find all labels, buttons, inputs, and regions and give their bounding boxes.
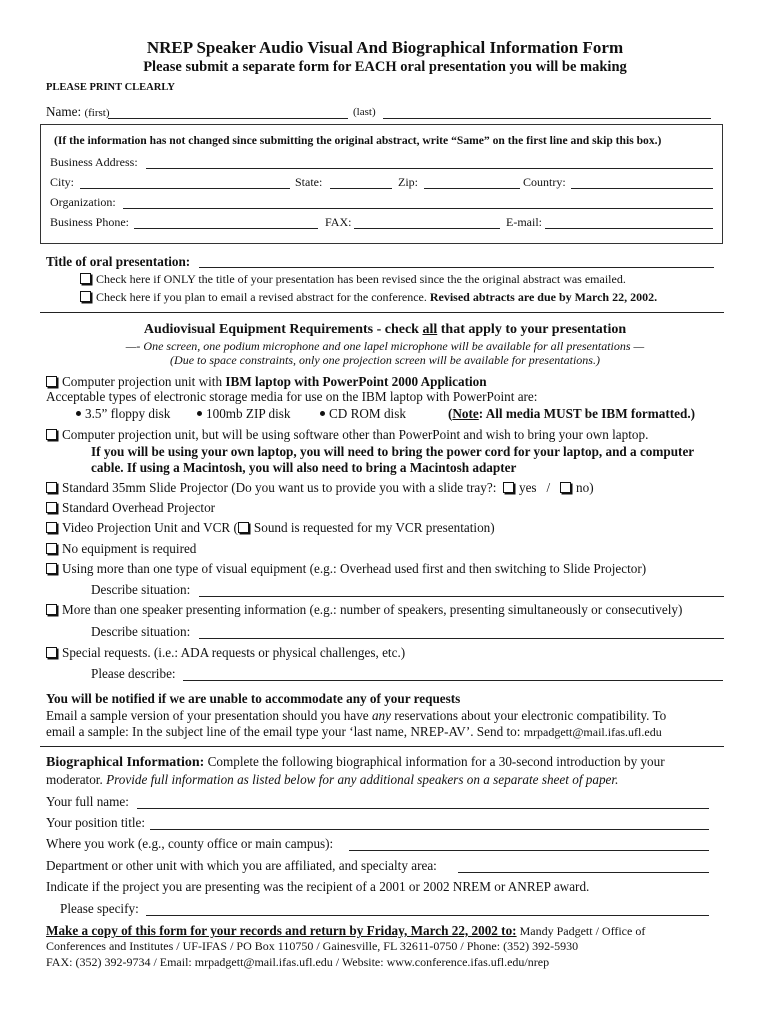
city-field[interactable] bbox=[80, 188, 290, 189]
footer-address: Conferences and Institutes / UF-IFAS / PO Box 110750 / Gainesville, FL 32611-0750 / Phone: (352) 392-5930 bbox=[46, 939, 579, 953]
media-floppy bbox=[76, 406, 170, 422]
slide-projector-option[interactable] bbox=[46, 480, 594, 496]
presentation-title-field[interactable] bbox=[199, 267, 714, 268]
slide-tray-no: no) bbox=[576, 480, 594, 495]
multiple-speakers-checkbox[interactable] bbox=[46, 604, 57, 615]
business-phone-field[interactable] bbox=[134, 228, 318, 229]
bio-intro-line-2 bbox=[46, 772, 618, 788]
multiple-equipment-text: Using more than one type of visual equipment (e.g.: Overhead used first and then switching to Slide Projector) bbox=[62, 561, 647, 576]
media-floppy-text: 3.5” floppy disk bbox=[85, 406, 171, 421]
country-label: Country: bbox=[523, 175, 566, 189]
name-label bbox=[46, 104, 110, 120]
media-intro: Acceptable types of electronic storage media for use on the IBM laptop with PowerPoint are: bbox=[46, 389, 538, 404]
title-revised-checkbox-row[interactable] bbox=[80, 272, 626, 287]
own-laptop-note-2: cable. If using a Macintosh, you will also need to bring a Macintosh adapter bbox=[91, 460, 517, 475]
own-laptop-text: Computer projection unit, but will be using software other than PowerPoint and wish to bring your own laptop. bbox=[62, 427, 649, 442]
media-zip bbox=[197, 406, 291, 422]
slide-projector-checkbox[interactable] bbox=[46, 482, 57, 493]
work-label: Where you work (e.g., county office or main campus): bbox=[46, 836, 334, 851]
email-label: E-mail: bbox=[506, 215, 542, 229]
overhead-projector-checkbox[interactable] bbox=[46, 502, 57, 513]
slide-tray-yes: yes bbox=[518, 480, 537, 495]
media-note bbox=[448, 406, 695, 422]
first-name-field[interactable] bbox=[108, 118, 348, 119]
state-field[interactable] bbox=[330, 188, 392, 189]
page-title: NREP Speaker Audio Visual And Biographical Information Form bbox=[146, 38, 624, 57]
own-laptop-note-1: If you will be using your own laptop, you will need to bring the power cord for your laptop, and a computer bbox=[91, 444, 695, 459]
no-equipment-option[interactable] bbox=[46, 541, 196, 557]
country-field[interactable] bbox=[571, 188, 713, 189]
contact-note: (If the information has not changed since submitting the original abstract, write “Same” on the first line and skip this box.) bbox=[54, 134, 662, 147]
av-note-1: —- One screen, one podium microphone and one lapel microphone will be available for all presentations — bbox=[125, 339, 645, 353]
title-revised-checkbox[interactable] bbox=[80, 273, 91, 284]
special-requests-option[interactable] bbox=[46, 645, 405, 661]
video-vcr-checkbox[interactable] bbox=[46, 522, 57, 533]
zip-field[interactable] bbox=[424, 188, 520, 189]
multiple-speakers-option[interactable] bbox=[46, 602, 682, 618]
position-label: Your position title: bbox=[46, 815, 146, 830]
slide-projector-text: Standard 35mm Slide Projector (Do you want us to provide you with a slide tray?: bbox=[62, 480, 497, 495]
bullet-icon bbox=[76, 411, 81, 416]
please-describe-label: Please describe: bbox=[91, 666, 176, 681]
special-requests-text: Special requests. (i.e.: ADA requests or physical challenges, etc.) bbox=[62, 645, 406, 660]
full-name-label: Your full name: bbox=[46, 794, 129, 809]
notify-text: You will be notified if we are unable to accommodate any of your requests bbox=[46, 691, 461, 706]
footer-contact: FAX: (352) 392-9734 / Email: mrpadgett@mail.ifas.ufl.edu / Website: www.conference.ifas.ufl.edu/nrep bbox=[46, 955, 550, 969]
overhead-projector-text: Standard Overhead Projector bbox=[62, 500, 216, 515]
own-laptop-option[interactable] bbox=[46, 427, 648, 443]
ibm-laptop-text: Computer projection unit with bbox=[62, 374, 226, 389]
ibm-laptop-option[interactable] bbox=[46, 374, 487, 390]
return-rest: Mandy Padgett / Office of bbox=[516, 924, 646, 938]
full-name-field[interactable] bbox=[137, 808, 709, 809]
business-address-label: Business Address: bbox=[50, 155, 138, 169]
media-cd-text: CD ROM disk bbox=[329, 406, 406, 421]
media-note-open: ( bbox=[448, 406, 453, 421]
bio-intro-1: Complete the following biographical information for a 30-second introduction by your bbox=[207, 754, 665, 769]
email-field[interactable] bbox=[545, 228, 713, 229]
page-subtitle: Please submit a separate form for EACH oral presentation you will be making bbox=[143, 59, 627, 75]
av-heading-all: all bbox=[422, 322, 438, 337]
email-sample-post: reservations about your electronic compatibility. To bbox=[391, 708, 667, 723]
position-field[interactable] bbox=[150, 829, 709, 830]
media-zip-text: 100mb ZIP disk bbox=[206, 406, 291, 421]
own-laptop-checkbox[interactable] bbox=[46, 429, 57, 440]
media-cd bbox=[320, 406, 406, 422]
av-heading-pre: Audiovisual Equipment Requirements - check bbox=[143, 322, 423, 337]
bio-intro-2-italic: Provide full information as listed below for any additional speakers on a separate sheet of paper. bbox=[106, 772, 619, 787]
multiple-speakers-text: More than one speaker presenting information (e.g.: number of speakers, presenting simultaneously or consecutively) bbox=[62, 602, 683, 617]
ibm-laptop-bold: IBM laptop with PowerPoint 2000 Application bbox=[225, 374, 487, 389]
video-vcr-text: Video Projection Unit and VCR ( bbox=[62, 520, 238, 535]
revised-abstract-checkbox[interactable] bbox=[80, 291, 91, 302]
first-name-hint: (first) bbox=[84, 107, 110, 119]
special-requests-checkbox[interactable] bbox=[46, 647, 57, 658]
email-sample-address[interactable]: mrpadgett@mail.ifas.ufl.edu bbox=[523, 725, 662, 739]
slide-tray-no-checkbox[interactable] bbox=[560, 482, 571, 493]
fax-field[interactable] bbox=[354, 228, 500, 229]
section-divider bbox=[40, 312, 724, 313]
zip-label: Zip: bbox=[398, 175, 418, 189]
business-address-field[interactable] bbox=[146, 168, 713, 169]
specify-field[interactable] bbox=[146, 915, 709, 916]
last-name-field[interactable] bbox=[383, 118, 711, 119]
section-divider-2 bbox=[40, 746, 724, 747]
bio-heading: Biographical Information: bbox=[46, 755, 205, 770]
business-phone-label: Business Phone: bbox=[50, 215, 130, 229]
department-field[interactable] bbox=[458, 872, 709, 873]
bullet-icon bbox=[320, 411, 325, 416]
name-text: Name: bbox=[46, 104, 82, 119]
media-note-text: : All media MUST be IBM formatted.) bbox=[478, 406, 696, 421]
bio-intro-2-pre: moderator. bbox=[46, 772, 107, 787]
city-label: City: bbox=[50, 175, 75, 189]
describe-situation-field[interactable] bbox=[199, 596, 724, 597]
no-equipment-text: No equipment is required bbox=[62, 541, 197, 556]
video-vcr-option[interactable] bbox=[46, 520, 495, 536]
av-heading bbox=[0, 322, 770, 338]
email-sample-instructions: email a sample: In the subject line of the email type your ‘last name, NREP-AV’. Send to: bbox=[46, 724, 521, 739]
organization-field[interactable] bbox=[123, 208, 713, 209]
ibm-laptop-checkbox[interactable] bbox=[46, 376, 57, 387]
revised-abstract-deadline: Revised abtracts are due by March 22, 2002. bbox=[429, 290, 658, 304]
slide-tray-yes-checkbox[interactable] bbox=[503, 482, 514, 493]
av-heading-post: that apply to your presentation bbox=[437, 322, 627, 337]
email-sample-line-1 bbox=[46, 708, 666, 724]
email-sample-any: any bbox=[371, 708, 391, 723]
slide-tray-sep: / bbox=[546, 480, 551, 495]
fax-label: FAX: bbox=[325, 215, 352, 229]
revised-abstract-checkbox-row[interactable] bbox=[80, 290, 657, 305]
vcr-sound-checkbox[interactable] bbox=[238, 522, 249, 533]
work-field[interactable] bbox=[349, 850, 709, 851]
bio-intro-line-1 bbox=[46, 754, 665, 771]
describe-situation-2-field[interactable] bbox=[199, 638, 724, 639]
bullet-icon bbox=[197, 411, 202, 416]
email-sample-line-2 bbox=[46, 724, 662, 740]
presentation-title-label: Title of oral presentation: bbox=[46, 254, 191, 269]
specify-label: Please specify: bbox=[60, 901, 139, 916]
revised-abstract-text: Check here if you plan to email a revised abstract for the conference. bbox=[96, 290, 427, 304]
title-revised-text: Check here if ONLY the title of your presentation has been revised since the the original abstract was emailed. bbox=[96, 272, 626, 286]
describe-situation-2-label: Describe situation: bbox=[91, 624, 191, 639]
department-label: Department or other unit with which you are affiliated, and specialty area: bbox=[46, 858, 437, 873]
multiple-equipment-checkbox[interactable] bbox=[46, 563, 57, 574]
award-label: Indicate if the project you are presenting was the recipient of a 2001 or 2002 NREM or ANREP award. bbox=[46, 879, 590, 894]
av-note-2: (Due to space constraints, only one projection screen will be available for presentations.) bbox=[170, 353, 600, 367]
return-bold: Make a copy of this form for your records and return by Friday, March 22, 2002 to: bbox=[46, 923, 517, 938]
describe-situation-label: Describe situation: bbox=[91, 582, 191, 597]
multiple-equipment-option[interactable] bbox=[46, 561, 646, 577]
media-note-label: Note bbox=[452, 406, 479, 421]
email-sample-pre: Email a sample version of your presentation should you have bbox=[46, 708, 372, 723]
please-describe-field[interactable] bbox=[183, 680, 723, 681]
state-label: State: bbox=[295, 175, 323, 189]
print-note: PLEASE PRINT CLEARLY bbox=[46, 82, 175, 93]
overhead-projector-option[interactable] bbox=[46, 500, 215, 516]
organization-label: Organization: bbox=[50, 195, 116, 209]
no-equipment-checkbox[interactable] bbox=[46, 543, 57, 554]
vcr-sound-text: Sound is requested for my VCR presentation) bbox=[253, 520, 495, 535]
return-instructions bbox=[46, 923, 645, 939]
last-name-hint: (last) bbox=[353, 106, 376, 118]
